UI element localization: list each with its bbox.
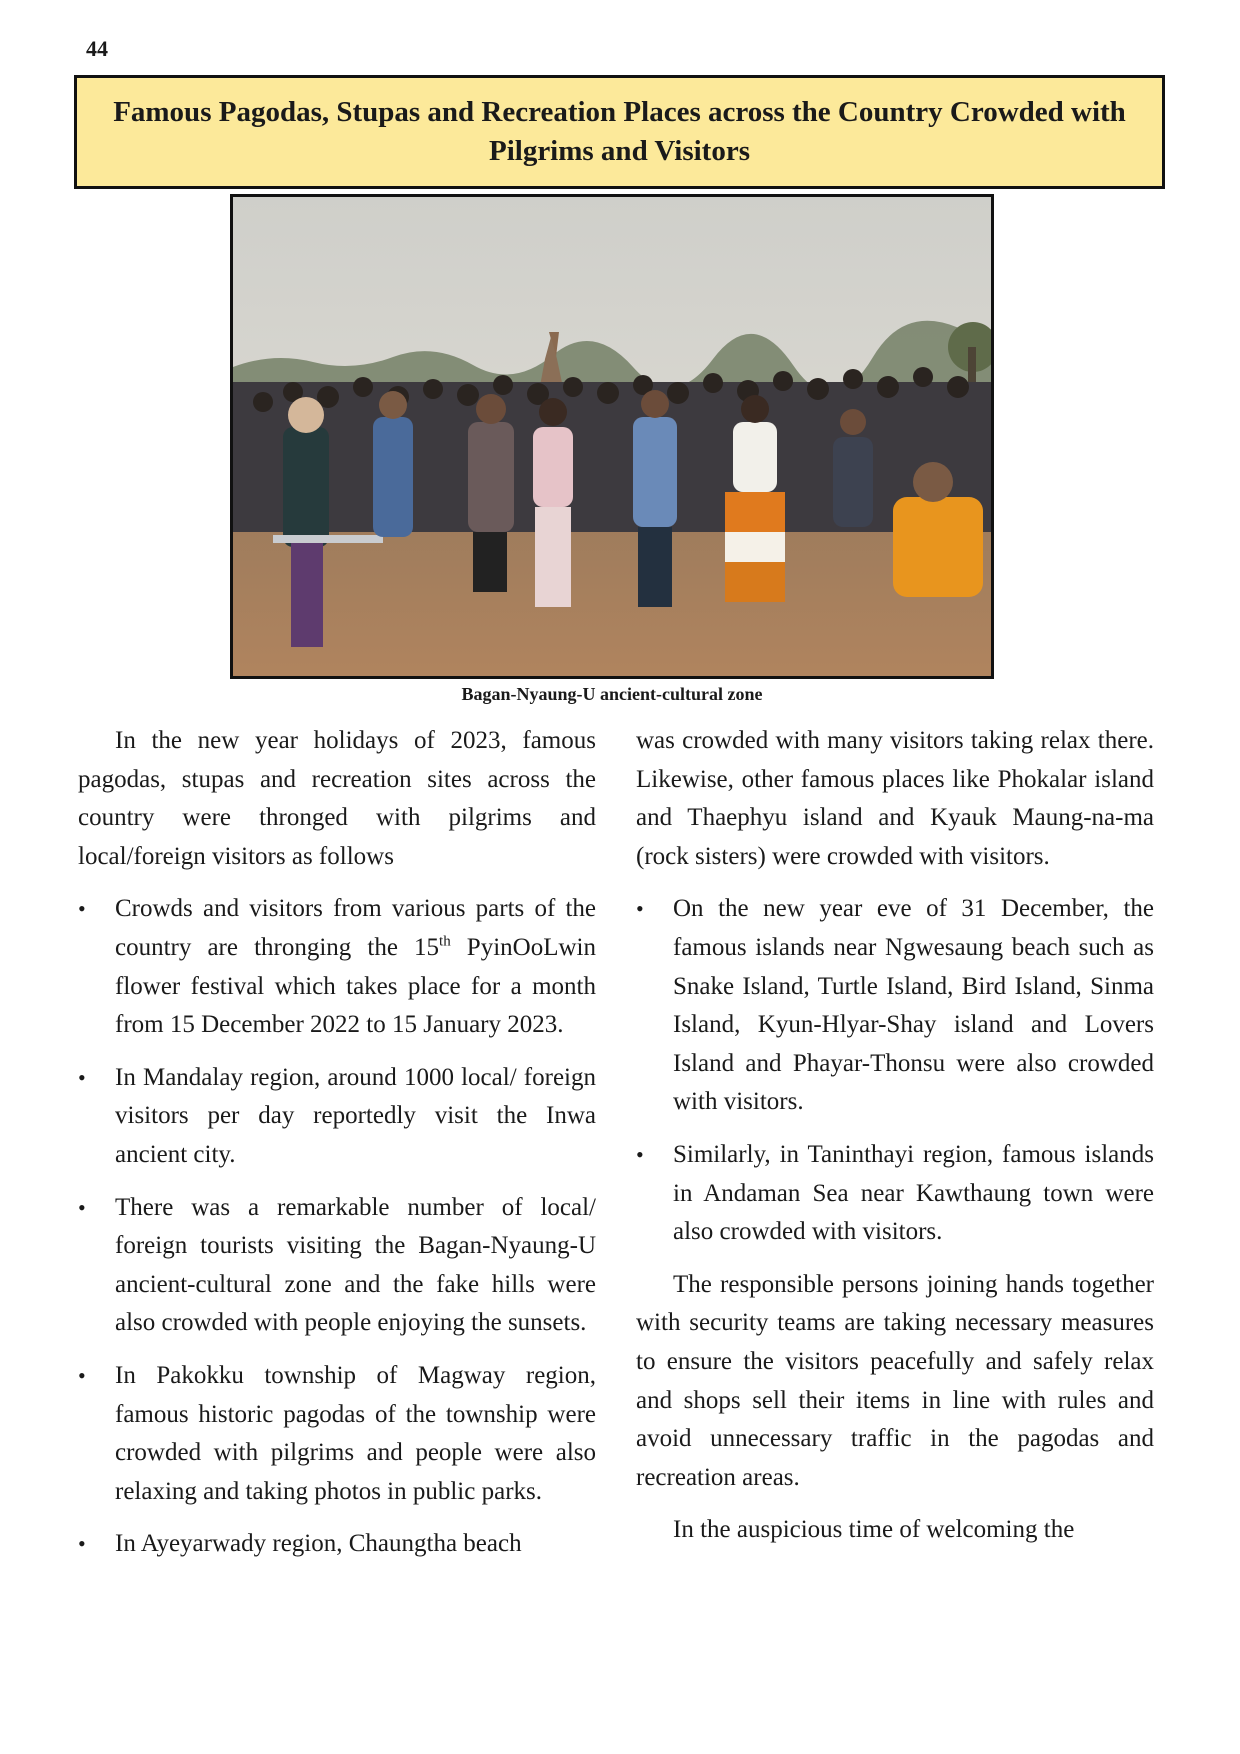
page-number: 44	[86, 36, 108, 61]
title-box	[74, 75, 1165, 189]
list-item: • There was a remarkable number of local/ foreign tourists visiting the Bagan-Nyaung-U ancient-cultural zone and the fake hills were also crowded with people enjoying the sunsets.	[78, 1189, 596, 1343]
crowd-photo-illustration	[233, 197, 991, 676]
bullet-icon: •	[78, 896, 86, 922]
list-item: • On the new year eve of 31 December, the famous islands near Ngwesaung beach such as Snake Island, Turtle Island, Bird Island, Sinma Island, Kyun-Hlyar-Shay island and Lovers Island and Phayar-Thonsu were also crowded with visitors.	[636, 890, 1154, 1122]
list-item: • Crowds and visitors from various parts of the country are thronging the 15th PyinOoLwin flower festival which takes place for a month from 15 December 2022 to 15 January 2023.	[78, 890, 596, 1044]
photo-caption: Bagan-Nyaung-U ancient-cultural zone	[461, 684, 763, 704]
left-bullet-list	[78, 890, 596, 1564]
list-item: • In Mandalay region, around 1000 local/ foreign visitors per day reportedly visit the Inwa ancient city.	[78, 1059, 596, 1175]
intro-paragraph: In the new year holidays of 2023, famous pagodas, stupas and recreation sites across the country were thronged with pilgrims and local/foreign visitors as follows	[78, 727, 596, 870]
right-bullet-list	[636, 890, 1154, 1251]
article-photo	[230, 194, 994, 679]
continuation-paragraph: was crowded with many visitors taking relax there. Likewise, other famous places like Phokalar island and Thaephyu island and Kyauk Maung-na-ma (rock sisters) were crowded with visitors.	[636, 727, 1154, 870]
bullet-icon: •	[636, 896, 644, 922]
right-column	[636, 722, 1154, 1564]
list-item: • In Ayeyarwady region, Chaungtha beach	[78, 1525, 596, 1564]
body-paragraph: The responsible persons joining hands together with security teams are taking necessary measures to ensure the visitors peacefully and safely relax and shops sell their items in line with rules and avoid unnecessary traffic in the pagodas and recreation areas.	[636, 1270, 1154, 1491]
list-item: • In Pakokku township of Magway region, famous historic pagodas of the township were crowded with pilgrims and people were also relaxing and taking photos in public parks.	[78, 1357, 596, 1511]
body-paragraph: In the auspicious time of welcoming the	[673, 1516, 1075, 1544]
bullet-icon: •	[636, 1141, 644, 1167]
bullet-icon: •	[78, 1362, 86, 1388]
list-item: • Similarly, in Taninthayi region, famous islands in Andaman Sea near Kawthaung town were also crowded with visitors.	[636, 1136, 1154, 1252]
article-title: Famous Pagodas, Stupas and Recreation Places across the Country Crowded with Pilgrims and Visitors	[113, 96, 1126, 167]
bullet-icon: •	[78, 1064, 86, 1090]
left-column	[78, 722, 596, 1578]
bullet-icon: •	[78, 1531, 86, 1557]
bullet-icon: •	[78, 1194, 86, 1220]
